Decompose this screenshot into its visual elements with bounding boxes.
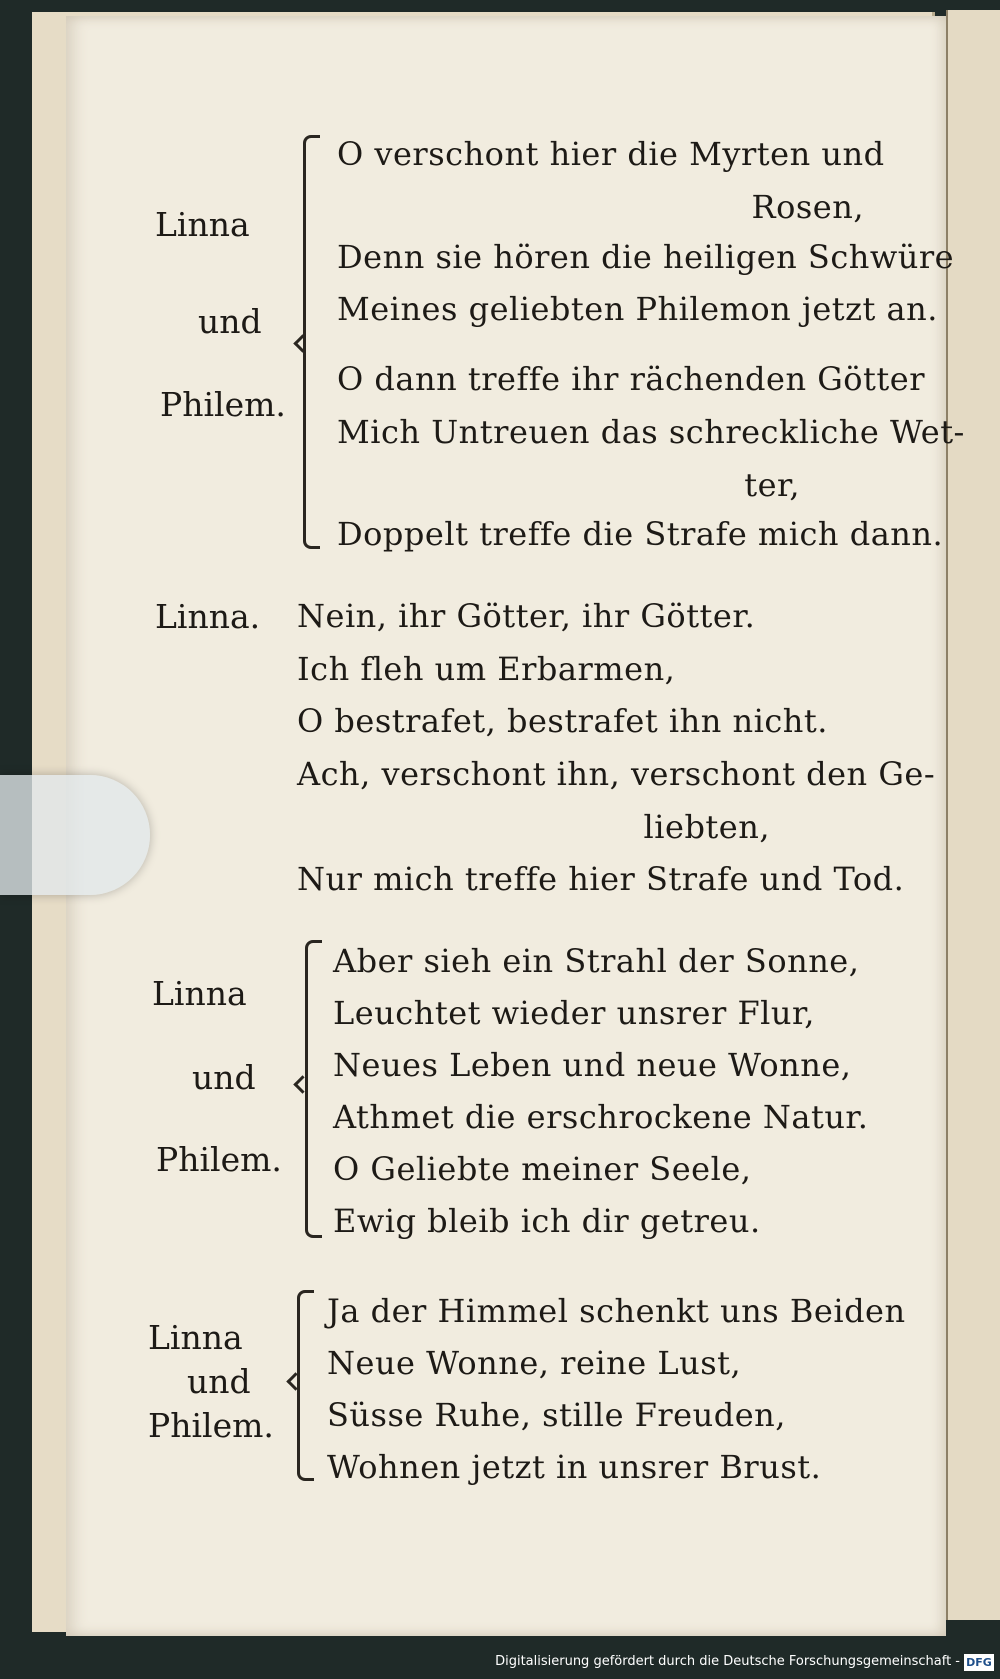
verse-line: Mich Untreuen das schreckliche Wet- <box>337 413 965 451</box>
speaker-und: und <box>192 1058 256 1097</box>
speaker-linna: Linna <box>152 974 247 1013</box>
verse-line: Aber sieh ein Strahl der Sonne, <box>333 942 860 980</box>
verse-line: Doppelt treffe die Strafe mich dann. <box>337 515 944 553</box>
verse-line: Athmet die erschrockene Natur. <box>333 1098 869 1136</box>
verse-line: Leuchtet wieder unsrer Flur, <box>333 994 815 1032</box>
verse-line: Denn sie hören die heiligen Schwüre <box>337 238 955 276</box>
speaker-philem: Philem. <box>148 1406 274 1445</box>
verse-line: ter, <box>744 466 800 504</box>
verse-line: Rosen, <box>751 188 864 226</box>
page-clip <box>0 775 150 895</box>
speaker-philem: Philem. <box>160 385 286 424</box>
speaker-und: und <box>187 1362 251 1401</box>
speaker-philem: Philem. <box>156 1140 282 1179</box>
speaker-linna: Linna <box>155 205 250 244</box>
verse-line: Meines geliebten Philemon jetzt an. <box>337 290 938 328</box>
verse-line: Neues Leben und neue Wonne, <box>333 1046 852 1084</box>
speaker-und: und <box>198 302 262 341</box>
verse-line: Wohnen jetzt in unsrer Brust. <box>327 1448 822 1486</box>
dfg-logo-icon: DFG <box>964 1654 994 1671</box>
speaker-linna: Linna <box>148 1318 243 1357</box>
verse-line: liebten, <box>643 808 770 846</box>
speaker-linna: Linna. <box>155 597 261 636</box>
verse-line: Neue Wonne, reine Lust, <box>327 1344 742 1382</box>
verse-line: Ewig bleib ich dir getreu. <box>333 1202 761 1240</box>
verse-line: O bestrafet, bestrafet ihn nicht. <box>297 702 828 740</box>
verse-line: Nein, ihr Götter, ihr Götter. <box>297 597 756 635</box>
footer-credit: Digitalisierung gefördert durch die Deutsche Forschungsgemeinschaft - <box>495 1654 960 1669</box>
footer-bar <box>0 1640 1000 1679</box>
verse-line: Ach, verschont ihn, verschont den Ge- <box>297 755 936 793</box>
verse-line: Süsse Ruhe, stille Freuden, <box>327 1396 786 1434</box>
verse-line: Ich fleh um Erbarmen, <box>297 650 676 688</box>
verse-line: Ja der Himmel schenkt uns Beiden <box>327 1292 906 1330</box>
verse-line: O Geliebte meiner Seele, <box>333 1150 752 1188</box>
brace <box>305 940 322 1238</box>
verse-line: Nur mich treffe hier Strafe und Tod. <box>297 860 905 898</box>
verse-line: O verschont hier die Myrten und <box>337 135 885 173</box>
verse-line: O dann treffe ihr rächenden Götter <box>337 360 925 398</box>
